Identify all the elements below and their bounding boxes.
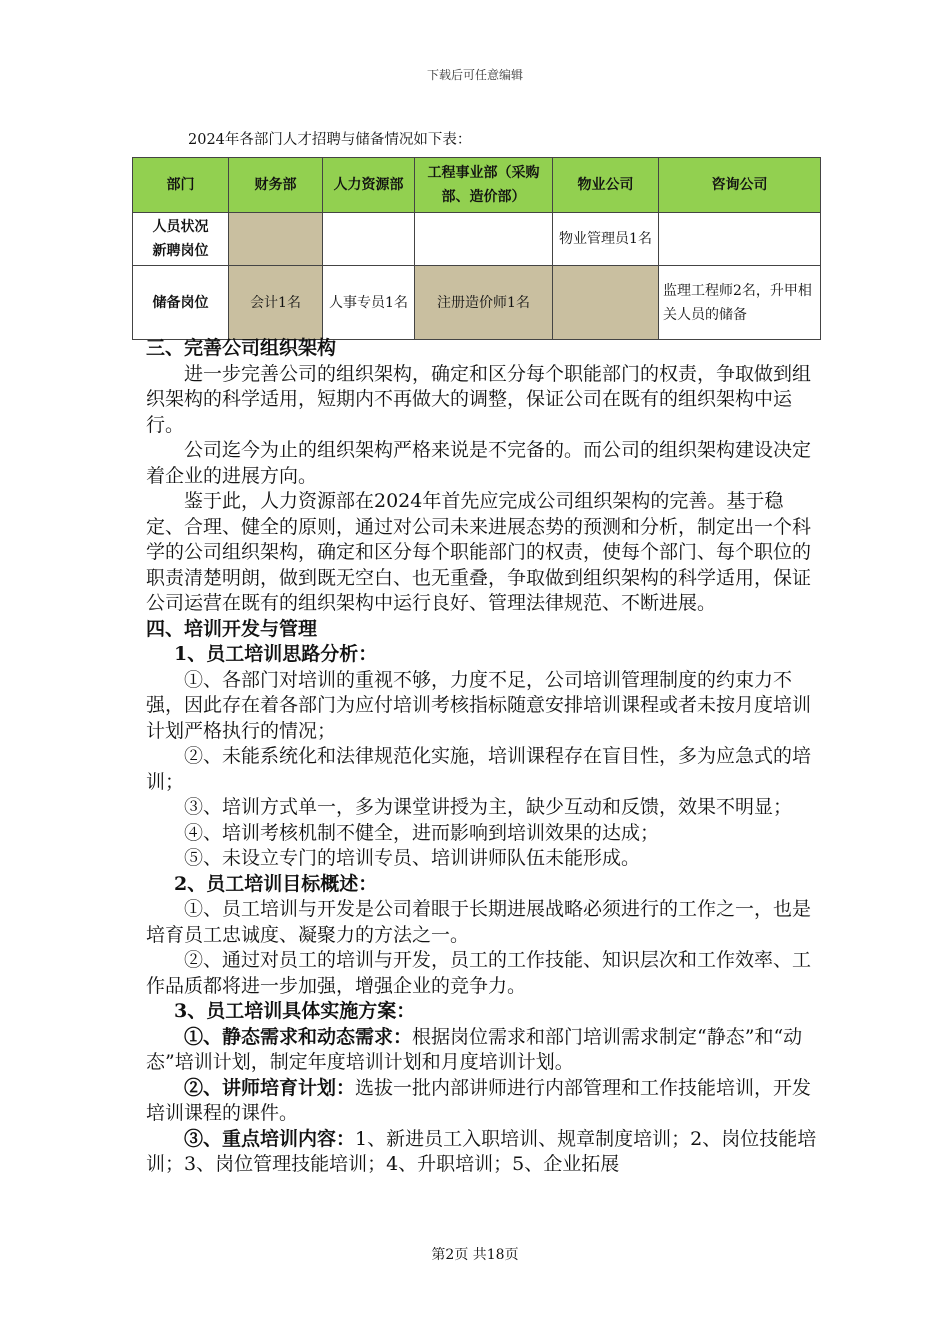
section-heading: 四、培训开发与管理 — [146, 617, 318, 640]
list-item: ②、未能系统化和法律规范化实施，培训课程存在盲目性，多为应急式的培训； — [146, 745, 812, 793]
table-row — [133, 266, 821, 340]
item-text: 选拔一批内部讲师进行内部管理和工作技能培训，开发培训课程的课件。 — [146, 1076, 812, 1124]
item-label: ③、重点培训内容： — [184, 1127, 356, 1150]
table-cell: 监理工程师2名，升甲相关人员的储备 — [659, 266, 821, 340]
header-cell: 物业公司 — [553, 158, 659, 213]
table-cell — [659, 213, 821, 266]
recruitment-table — [132, 157, 821, 340]
item-text: 1、新进员工入职培训、规章制度培训；2、岗位技能培训；3、岗位管理技能培训；4、升职培训；5、企业拓展 — [146, 1127, 817, 1175]
table-row — [133, 213, 821, 266]
item-text: 根据岗位需求和部门培训需求制定“静态”和“动态”培训计划，制定年度培训计划和月度培训计划。 — [146, 1025, 803, 1073]
item-label: ①、静态需求和动态需求： — [184, 1025, 413, 1048]
row-label: 储备岗位 — [133, 266, 229, 340]
list-item: ②、通过对员工的培训与开发，员工的工作技能、知识层次和工作效率、工作品质都将进一步加强，增强企业的竞争力。 — [146, 949, 812, 997]
paragraph: 鉴于此，人力资源部在2024年首先应完成公司组织架构的完善。基于稳定、合理、健全的原则，通过对公司未来进展态势的预测和分析，制定出一个科学的公司组织架构，确定和区分每个职能部门的权责，使每个部门、每个职位的职责清楚明朗，做到既无空白、也无重叠，争取做到组织架构的科学适用，保证公司运营在既有的组织架构中运行良好、管理法律规范、不断进展。 — [146, 490, 812, 614]
list-item: ③、培训方式单一，多为课堂讲授为主，缺少互动和反馈，效果不明显； — [184, 796, 793, 818]
subsection-heading: 3、员工培训具体实施方案： — [174, 1000, 416, 1022]
header-cell: 部门 — [133, 158, 229, 213]
section-heading: 三、完善公司组织架构 — [146, 337, 337, 359]
header-cell: 人力资源部 — [323, 158, 415, 213]
header-cell: 工程事业部（采购部、造价部） — [415, 158, 553, 213]
table-cell — [323, 213, 415, 266]
paragraph: 公司迄今为止的组织架构严格来说是不完备的。而公司的组织架构建设决定着企业的进展方向。 — [146, 439, 812, 487]
item-label: ②、讲师培育计划： — [184, 1076, 356, 1099]
table-cell: 注册造价师1名 — [415, 266, 553, 340]
header-cell: 财务部 — [229, 158, 323, 213]
paragraph: 进一步完善公司的组织架构，确定和区分每个职能部门的权责，争取做到组织架构的科学适用，短期内不再做大的调整，保证公司在既有的组织架构中运行。 — [146, 362, 812, 436]
table-intro: 2024年各部门人才招聘与储备情况如下表： — [188, 132, 472, 148]
row-label-line: 新聘岗位 — [152, 243, 209, 259]
table-cell: 人事专员1名 — [323, 266, 415, 340]
table-cell — [553, 266, 659, 340]
subsection-heading: 1、员工培训思路分析： — [174, 643, 378, 665]
row-label — [133, 213, 229, 266]
table-cell: 物业管理员1名 — [553, 213, 659, 266]
table-cell — [229, 213, 323, 266]
list-item — [146, 1025, 818, 1076]
row-label-line: 人员状况 — [152, 219, 209, 235]
header-cell: 咨询公司 — [659, 158, 821, 213]
table-header-row — [133, 158, 821, 213]
list-item: ⑤、未设立专门的培训专员、培训讲师队伍未能形成。 — [184, 847, 641, 869]
list-item — [146, 1127, 818, 1178]
page-header: 下载后可任意编辑 — [426, 68, 523, 82]
document-body — [146, 336, 818, 1178]
list-item: ①、员工培训与开发是公司着眼于长期进展战略必须进行的工作之一，也是培育员工忠诚度、凝聚力的方法之一。 — [146, 898, 812, 946]
page-footer: 第2页 共18页 — [431, 1247, 519, 1263]
list-item: ④、培训考核机制不健全，进而影响到培训效果的达成； — [184, 821, 660, 844]
subsection-heading: 2、员工培训目标概述： — [174, 872, 378, 895]
table-cell — [415, 213, 553, 266]
table-cell: 会计1名 — [229, 266, 323, 340]
list-item: ①、各部门对培训的重视不够，力度不足，公司培训管理制度的约束力不强，因此存在着各部门为应付培训考核指标随意安排培训课程或者未按月度培训计划严格执行的情况； — [146, 668, 812, 742]
list-item — [146, 1076, 818, 1127]
